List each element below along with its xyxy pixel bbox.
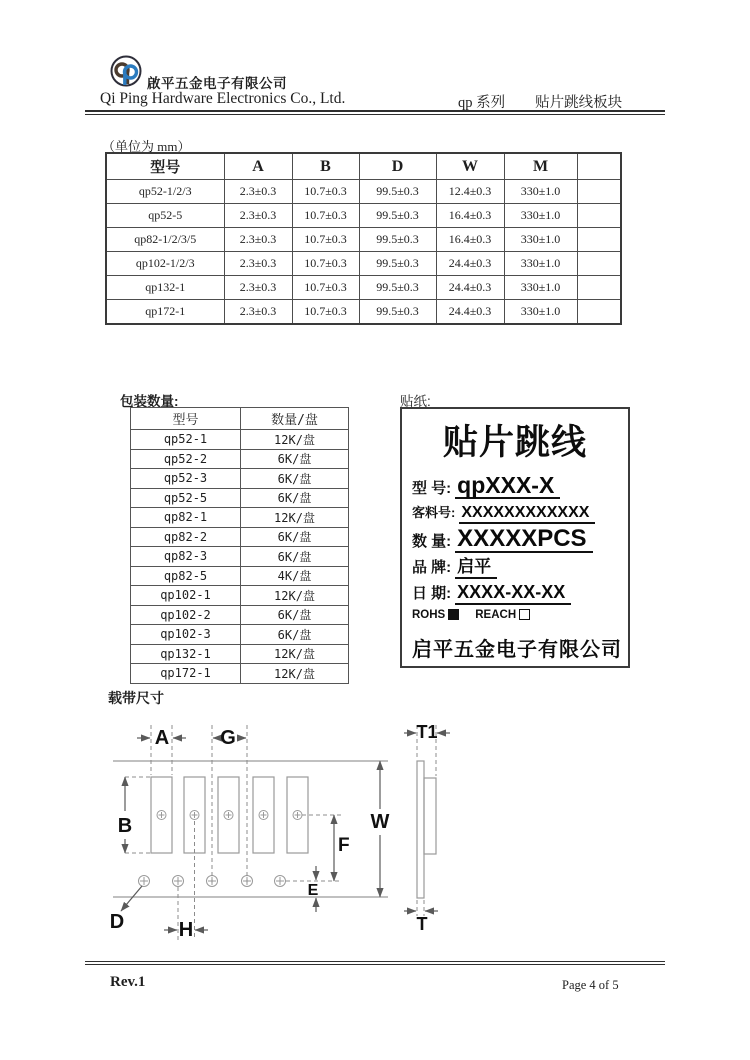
column-header: 型号 <box>131 408 241 430</box>
column-header: W <box>436 153 504 180</box>
label-field-key: 客料号: <box>412 505 456 521</box>
table-row <box>106 204 621 228</box>
label-field-value: 启平 <box>455 557 497 579</box>
table-cell <box>577 204 621 228</box>
sticker-label <box>400 407 630 668</box>
table-row <box>131 664 349 684</box>
rohs-label: ROHS <box>412 608 446 621</box>
label-field <box>412 524 628 553</box>
table-row <box>131 430 349 450</box>
table-cell: 4K/盘 <box>241 566 349 586</box>
table-row <box>131 527 349 547</box>
table-cell: 6K/盘 <box>241 488 349 508</box>
diagram-title: 载带尺寸 <box>108 690 164 706</box>
table-cell: qp82-2 <box>131 527 241 547</box>
table-header-row <box>106 153 621 180</box>
table-cell: qp52-3 <box>131 469 241 489</box>
table-cell: qp82-3 <box>131 547 241 567</box>
dimension-arrows <box>121 733 450 930</box>
table-cell: 12K/盘 <box>241 508 349 528</box>
label-field <box>412 556 628 579</box>
table-cell: qp132-1 <box>131 644 241 664</box>
table-row <box>106 180 621 204</box>
table-cell: 2.3±0.3 <box>224 180 292 204</box>
sticker-heading: 贴片跳线 <box>442 423 587 462</box>
table-cell: 12K/盘 <box>241 644 349 664</box>
dim-label-A: A <box>154 727 170 749</box>
table-cell: 2.3±0.3 <box>224 204 292 228</box>
header-right <box>458 91 622 112</box>
column-header: M <box>504 153 577 180</box>
table-row <box>131 586 349 606</box>
sticker-fields <box>412 473 628 605</box>
series-label: qp 系列 <box>458 95 506 111</box>
sticker-company: 启平五金电子有限公司 <box>412 638 622 661</box>
label-field-key: 数 量: <box>412 532 452 550</box>
table-row <box>106 228 621 252</box>
table-cell: 6K/盘 <box>241 469 349 489</box>
table-cell: 6K/盘 <box>241 605 349 625</box>
company-name-en: Qi Ping Hardware Electronics Co., Ltd. <box>100 90 346 107</box>
table-cell: qp172-1 <box>131 664 241 684</box>
table-cell: qp82-1/2/3/5 <box>106 228 224 252</box>
table-cell: 99.5±0.3 <box>359 204 436 228</box>
table-row <box>106 252 621 276</box>
header-divider <box>85 110 665 115</box>
table-row <box>131 625 349 645</box>
table-cell: qp132-1 <box>106 276 224 300</box>
column-header: B <box>292 153 359 180</box>
table-cell: qp52-5 <box>106 204 224 228</box>
table-cell: 99.5±0.3 <box>359 252 436 276</box>
label-field <box>412 582 628 605</box>
column-header <box>577 153 621 180</box>
table-cell: 330±1.0 <box>504 276 577 300</box>
table-cell: 12K/盘 <box>241 430 349 450</box>
table-cell <box>577 228 621 252</box>
table-cell: qp82-5 <box>131 566 241 586</box>
label-field-value: XXXX-XX-XX <box>455 582 571 605</box>
footer-divider <box>85 961 665 965</box>
table-cell: 24.4±0.3 <box>436 300 504 325</box>
table-cell: 2.3±0.3 <box>224 276 292 300</box>
revision-label: Rev.1 <box>110 974 146 990</box>
table-cell <box>577 252 621 276</box>
label-field-value: qpXXX-X <box>455 473 560 499</box>
table-cell: 2.3±0.3 <box>224 228 292 252</box>
table-cell: 330±1.0 <box>504 204 577 228</box>
table-header-row <box>131 408 349 430</box>
table-cell: qp102-3 <box>131 625 241 645</box>
table-cell: 6K/盘 <box>241 527 349 547</box>
table-cell: 330±1.0 <box>504 180 577 204</box>
table-cell: 99.5±0.3 <box>359 300 436 325</box>
table-cell: 16.4±0.3 <box>436 228 504 252</box>
label-field-value: XXXXXXXXXXXX <box>459 504 595 524</box>
sticker-section-title: 贴纸: <box>400 394 431 409</box>
carrier-tape-diagram <box>85 685 465 960</box>
table-cell: 10.7±0.3 <box>292 204 359 228</box>
table-cell: 99.5±0.3 <box>359 228 436 252</box>
reach-empty-checkbox <box>519 609 530 620</box>
table-cell: qp102-1 <box>131 586 241 606</box>
table-row <box>131 547 349 567</box>
table-cell: 6K/盘 <box>241 625 349 645</box>
dim-label-D: D <box>109 911 125 933</box>
label-field <box>412 502 628 524</box>
table-row <box>131 605 349 625</box>
dim-label-W: W <box>370 811 390 833</box>
dim-label-E: E <box>307 882 319 899</box>
table-cell: 6K/盘 <box>241 449 349 469</box>
module-label: 贴片跳线板块 <box>535 95 623 111</box>
dim-label-H: H <box>178 919 194 941</box>
table-cell: 330±1.0 <box>504 300 577 325</box>
table-cell: qp52-5 <box>131 488 241 508</box>
table-cell: 10.7±0.3 <box>292 180 359 204</box>
table-cell: qp82-1 <box>131 508 241 528</box>
column-header: A <box>224 153 292 180</box>
table-cell: qp102-2 <box>131 605 241 625</box>
compliance-row <box>412 609 628 621</box>
table-cell: qp52-2 <box>131 449 241 469</box>
table-cell: 99.5±0.3 <box>359 276 436 300</box>
table-row <box>131 508 349 528</box>
table-cell: 16.4±0.3 <box>436 204 504 228</box>
table-cell: 24.4±0.3 <box>436 276 504 300</box>
table-cell: 99.5±0.3 <box>359 180 436 204</box>
sprocket-and-pocket-holes <box>139 811 303 887</box>
table-cell: 12.4±0.3 <box>436 180 504 204</box>
table-cell: 12K/盘 <box>241 586 349 606</box>
label-field <box>412 473 628 499</box>
table-row <box>131 449 349 469</box>
label-field-key: 型 号: <box>412 480 452 497</box>
label-field-key: 品 牌: <box>412 558 452 576</box>
column-header: 数量/盘 <box>241 408 349 430</box>
table-cell: qp172-1 <box>106 300 224 325</box>
company-logo-icon <box>108 54 146 94</box>
table-cell: 2.3±0.3 <box>224 300 292 325</box>
table-cell: 12K/盘 <box>241 664 349 684</box>
units-note: （单位为 mm） <box>102 139 191 154</box>
table-row <box>131 566 349 586</box>
table-row <box>131 469 349 489</box>
table-cell: 24.4±0.3 <box>436 252 504 276</box>
label-field-value: XXXXXPCS <box>455 527 592 553</box>
page-number: Page 4 of 5 <box>562 978 619 992</box>
table-cell: 330±1.0 <box>504 228 577 252</box>
table-cell: 6K/盘 <box>241 547 349 567</box>
table-cell: 10.7±0.3 <box>292 276 359 300</box>
dim-label-B: B <box>117 815 133 837</box>
table-row <box>106 276 621 300</box>
table-row <box>106 300 621 325</box>
dim-label-F: F <box>338 835 350 856</box>
table-cell: qp52-1/2/3 <box>106 180 224 204</box>
dimension-table <box>105 152 622 325</box>
packing-section-title: 包装数量: <box>120 394 179 409</box>
reach-label: REACH <box>475 608 517 621</box>
table-cell: qp102-1/2/3 <box>106 252 224 276</box>
label-field-key: 日 期: <box>412 585 452 603</box>
column-header: 型号 <box>106 153 224 180</box>
table-cell: 10.7±0.3 <box>292 228 359 252</box>
table-cell <box>577 180 621 204</box>
table-cell <box>577 276 621 300</box>
packing-table <box>130 407 349 684</box>
table-row <box>131 488 349 508</box>
dim-label-G: G <box>220 727 236 749</box>
dim-label-T: T <box>416 914 428 934</box>
table-row <box>131 644 349 664</box>
table-cell: 2.3±0.3 <box>224 252 292 276</box>
rohs-filled-checkbox <box>448 609 459 620</box>
table-cell <box>577 300 621 325</box>
table-cell: qp52-1 <box>131 430 241 450</box>
company-name-cn: 啟平五金电子有限公司 <box>147 76 287 91</box>
table-cell: 330±1.0 <box>504 252 577 276</box>
column-header: D <box>359 153 436 180</box>
dim-label-T1: T1 <box>416 722 438 742</box>
table-cell: 10.7±0.3 <box>292 252 359 276</box>
table-cell: 10.7±0.3 <box>292 300 359 325</box>
